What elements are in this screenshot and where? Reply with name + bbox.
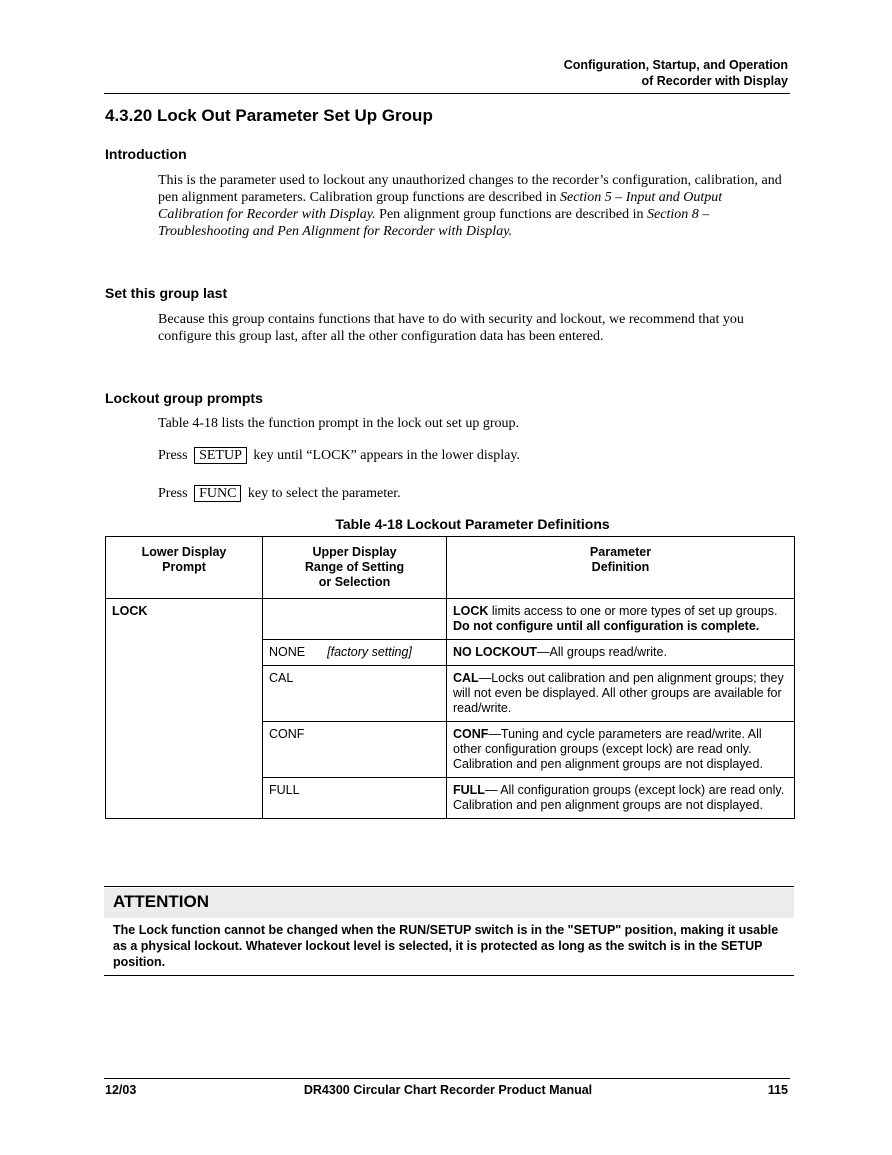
- set-last-paragraph: Because this group contains functions that have to do with security and lockout, we recommend that you configure this group last, after all the other configuration data has been entered.: [158, 312, 744, 344]
- header-rule: [104, 93, 790, 94]
- press-func-post: key to select the parameter.: [247, 486, 401, 501]
- setting-cell: [263, 640, 447, 666]
- page-number: 115: [767, 1083, 788, 1097]
- setting-cell: [263, 722, 447, 778]
- header-lower-display-prompt: [106, 537, 263, 599]
- running-header: [564, 57, 788, 89]
- setting-value: CONF: [269, 727, 305, 741]
- definition-text: —All groups read/write.: [537, 645, 667, 659]
- footer-rule: [104, 1078, 790, 1079]
- press-setup-line: [158, 447, 790, 464]
- press-setup-post: key until “LOCK” appears in the lower display.: [253, 448, 520, 463]
- press-func-pre: Press: [158, 486, 188, 501]
- table-row: [106, 599, 795, 640]
- footer-date: 12/03: [105, 1083, 137, 1097]
- intro-ref-1: Section 5 – Input and Output Calibration for Recorder with Display.: [158, 190, 723, 222]
- definition-text: —Locks out calibration and pen alignment groups; they will not even be displayed. All other groups are available for read/write.: [453, 671, 784, 715]
- header-text: Parameter: [589, 545, 652, 559]
- definition-text: limits access to one or more types of set up groups.: [488, 604, 778, 618]
- header-line-1: Configuration, Startup, and Operation: [563, 58, 788, 72]
- factory-setting-note: [factory setting]: [327, 645, 412, 659]
- definition-term: CONF: [453, 727, 489, 741]
- definition-cell: [447, 778, 795, 819]
- setting-value: NONE: [269, 645, 306, 659]
- definition-cell: [447, 666, 795, 722]
- setting-value: CAL: [269, 671, 294, 685]
- press-func-line: [158, 485, 790, 502]
- intro-paragraph: [158, 172, 790, 240]
- header-text: Range of Setting: [304, 560, 405, 574]
- attention-text: The Lock function cannot be changed when the RUN/SETUP switch is in the "SETUP" position, making it usable as a physical lockout. Whatever lockout level is selected, it is protected as long as the switch is in the SETUP position.: [113, 923, 779, 969]
- header-upper-display-range: [263, 537, 447, 599]
- header-line-2: of Recorder with Display: [641, 74, 788, 88]
- setting-cell: [263, 666, 447, 722]
- header-text: Upper Display: [312, 545, 397, 559]
- definition-term: NO LOCKOUT: [453, 645, 538, 659]
- footer-title: DR4300 Circular Chart Recorder Product Manual: [303, 1083, 593, 1097]
- setting-cell: [263, 778, 447, 819]
- header-text: Prompt: [162, 560, 206, 574]
- func-key: FUNC: [194, 485, 241, 502]
- setting-cell: [263, 599, 447, 640]
- header-text: Definition: [591, 560, 650, 574]
- intro-ref-2: Section 8 – Troubleshooting and Pen Alignment for Recorder with Display.: [158, 207, 710, 239]
- lockout-parameter-table: [105, 536, 795, 819]
- table-header-row: [106, 537, 795, 599]
- press-setup-pre: Press: [158, 448, 188, 463]
- header-parameter-definition: [447, 537, 795, 599]
- definition-text: —Tuning and cycle parameters are read/write. All other configuration groups (except lock) are read only. Calibration and pen alignment groups are not displayed.: [453, 727, 763, 771]
- section-title: 4.3.20 Lock Out Parameter Set Up Group: [105, 106, 433, 125]
- definition-term: CAL: [453, 671, 479, 685]
- prompt-cell: LOCK: [106, 599, 263, 819]
- setup-key: SETUP: [194, 447, 247, 464]
- header-text: Lower Display: [141, 545, 227, 559]
- attention-title: ATTENTION: [113, 892, 210, 911]
- definition-warning: Do not configure until all configuration is complete.: [453, 619, 760, 633]
- intro-text-1: This is the parameter used to lockout any unauthorized changes to the recorder’s configuration, calibration, and pen alignment parameters. Calibration group functions are described in: [158, 173, 782, 205]
- attention-bottom-rule: [104, 975, 794, 976]
- definition-text: — All configuration groups (except lock) are read only. Calibration and pen alignment groups are not displayed.: [453, 783, 785, 812]
- table-caption: Table 4-18 Lockout Parameter Definitions: [335, 516, 610, 532]
- prompts-line-1: Table 4-18 lists the function prompt in the lock out set up group.: [158, 416, 520, 431]
- set-last-heading: Set this group last: [105, 285, 228, 301]
- prompts-heading: Lockout group prompts: [105, 390, 263, 406]
- intro-text-2: Pen alignment group functions are described in: [375, 207, 648, 222]
- intro-heading: Introduction: [105, 146, 187, 162]
- definition-cell: [447, 722, 795, 778]
- definition-term: FULL: [453, 783, 485, 797]
- setting-value: FULL: [269, 783, 300, 797]
- definition-cell: [447, 599, 795, 640]
- header-text: or Selection: [318, 575, 391, 589]
- attention-top-rule: [104, 886, 794, 887]
- definition-cell: [447, 640, 795, 666]
- definition-term: LOCK: [453, 604, 489, 618]
